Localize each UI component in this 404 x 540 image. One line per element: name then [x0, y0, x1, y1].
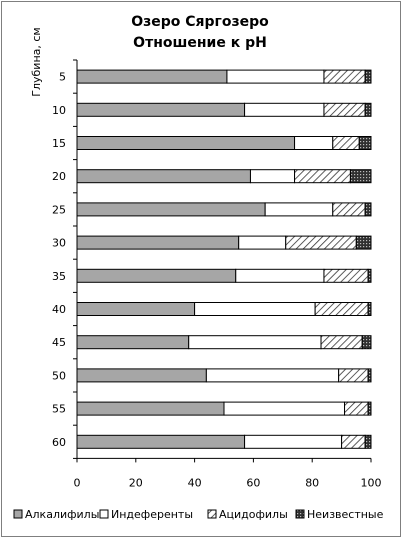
- x-tick-label: 100: [360, 476, 382, 490]
- bar-segment: [195, 303, 316, 316]
- bar-segment: [345, 402, 369, 415]
- y-tick-label: 10: [52, 103, 66, 117]
- legend-label: Индеференты: [111, 508, 194, 521]
- bar-segment: [339, 369, 368, 382]
- y-tick-label: 45: [52, 336, 66, 350]
- bar-segment: [77, 303, 195, 316]
- legend-swatch: [208, 510, 216, 518]
- bar-segment: [77, 103, 245, 116]
- y-tick-label: 15: [52, 137, 66, 150]
- bar-segment: [77, 203, 265, 216]
- bar-segment: [359, 137, 371, 150]
- bar-segment: [227, 70, 324, 83]
- x-tick-label: 60: [246, 476, 261, 490]
- legend-swatch: [296, 510, 304, 518]
- bar-segment: [265, 203, 333, 216]
- bar-segment: [368, 269, 371, 282]
- bar-segment: [365, 435, 371, 448]
- bar-segment: [77, 137, 295, 150]
- bar-segment: [245, 103, 324, 116]
- x-tick-label: 40: [187, 476, 202, 490]
- legend-label: Алкалифилы: [25, 508, 100, 521]
- bar-segment: [77, 269, 236, 282]
- bar-segment: [333, 137, 359, 150]
- bar-segment: [286, 236, 357, 249]
- x-tick-label: 80: [305, 476, 320, 490]
- bars-group: [77, 70, 371, 448]
- legend-label: Неизвестные: [307, 508, 384, 521]
- bar-segment: [342, 435, 366, 448]
- bar-segment: [356, 236, 371, 249]
- bar-segment: [224, 402, 345, 415]
- bar-segment: [324, 269, 368, 282]
- x-tick-label: 20: [128, 476, 143, 490]
- bar-segment: [245, 435, 342, 448]
- bar-segment: [362, 336, 371, 349]
- y-tick-label: 5: [59, 70, 66, 84]
- y-tick-label: 50: [52, 369, 66, 383]
- y-tick-label: 25: [52, 203, 66, 217]
- bar-segment: [77, 336, 189, 349]
- chart-title-line1: Озеро Сяргозеро: [131, 14, 269, 30]
- bar-segment: [368, 303, 371, 316]
- bar-segment: [324, 103, 365, 116]
- y-tick-label: 55: [52, 402, 66, 416]
- bar-segment: [324, 70, 365, 83]
- y-tick-label: 30: [52, 236, 66, 250]
- bar-segment: [206, 369, 338, 382]
- bar-segment: [77, 435, 245, 448]
- y-tick-label: 20: [52, 170, 66, 184]
- legend-label: Ацидофилы: [219, 508, 288, 521]
- bar-segment: [189, 336, 321, 349]
- bar-segment: [365, 70, 371, 83]
- bar-segment: [77, 236, 239, 249]
- bar-segment: [77, 369, 206, 382]
- bar-segment: [250, 170, 294, 183]
- x-tick-label: 0: [73, 476, 81, 490]
- bar-segment: [333, 203, 365, 216]
- bar-segment: [365, 103, 371, 116]
- chart-title-line2: Отношение к рН: [133, 35, 267, 51]
- x-axis-group: [74, 458, 382, 489]
- y-tick-label: 40: [52, 303, 66, 316]
- bar-segment: [77, 70, 227, 83]
- bar-segment: [321, 336, 362, 349]
- bar-segment: [295, 137, 333, 150]
- bar-segment: [77, 170, 250, 183]
- y-tick-label: 60: [52, 435, 66, 449]
- legend: [14, 508, 384, 521]
- bar-segment: [236, 269, 324, 282]
- bar-segment: [315, 303, 368, 316]
- y-tick-label: 35: [52, 269, 66, 283]
- bar-segment: [295, 170, 351, 183]
- legend-swatch: [14, 510, 22, 518]
- y-axis-label: Глубина, см: [30, 27, 43, 97]
- y-ticks-group: [52, 60, 77, 458]
- bar-segment: [350, 170, 371, 183]
- bar-segment: [77, 402, 224, 415]
- bar-segment: [368, 402, 371, 415]
- bar-segment: [365, 203, 371, 216]
- bar-segment: [239, 236, 286, 249]
- legend-swatch: [100, 510, 108, 518]
- bar-segment: [368, 369, 371, 382]
